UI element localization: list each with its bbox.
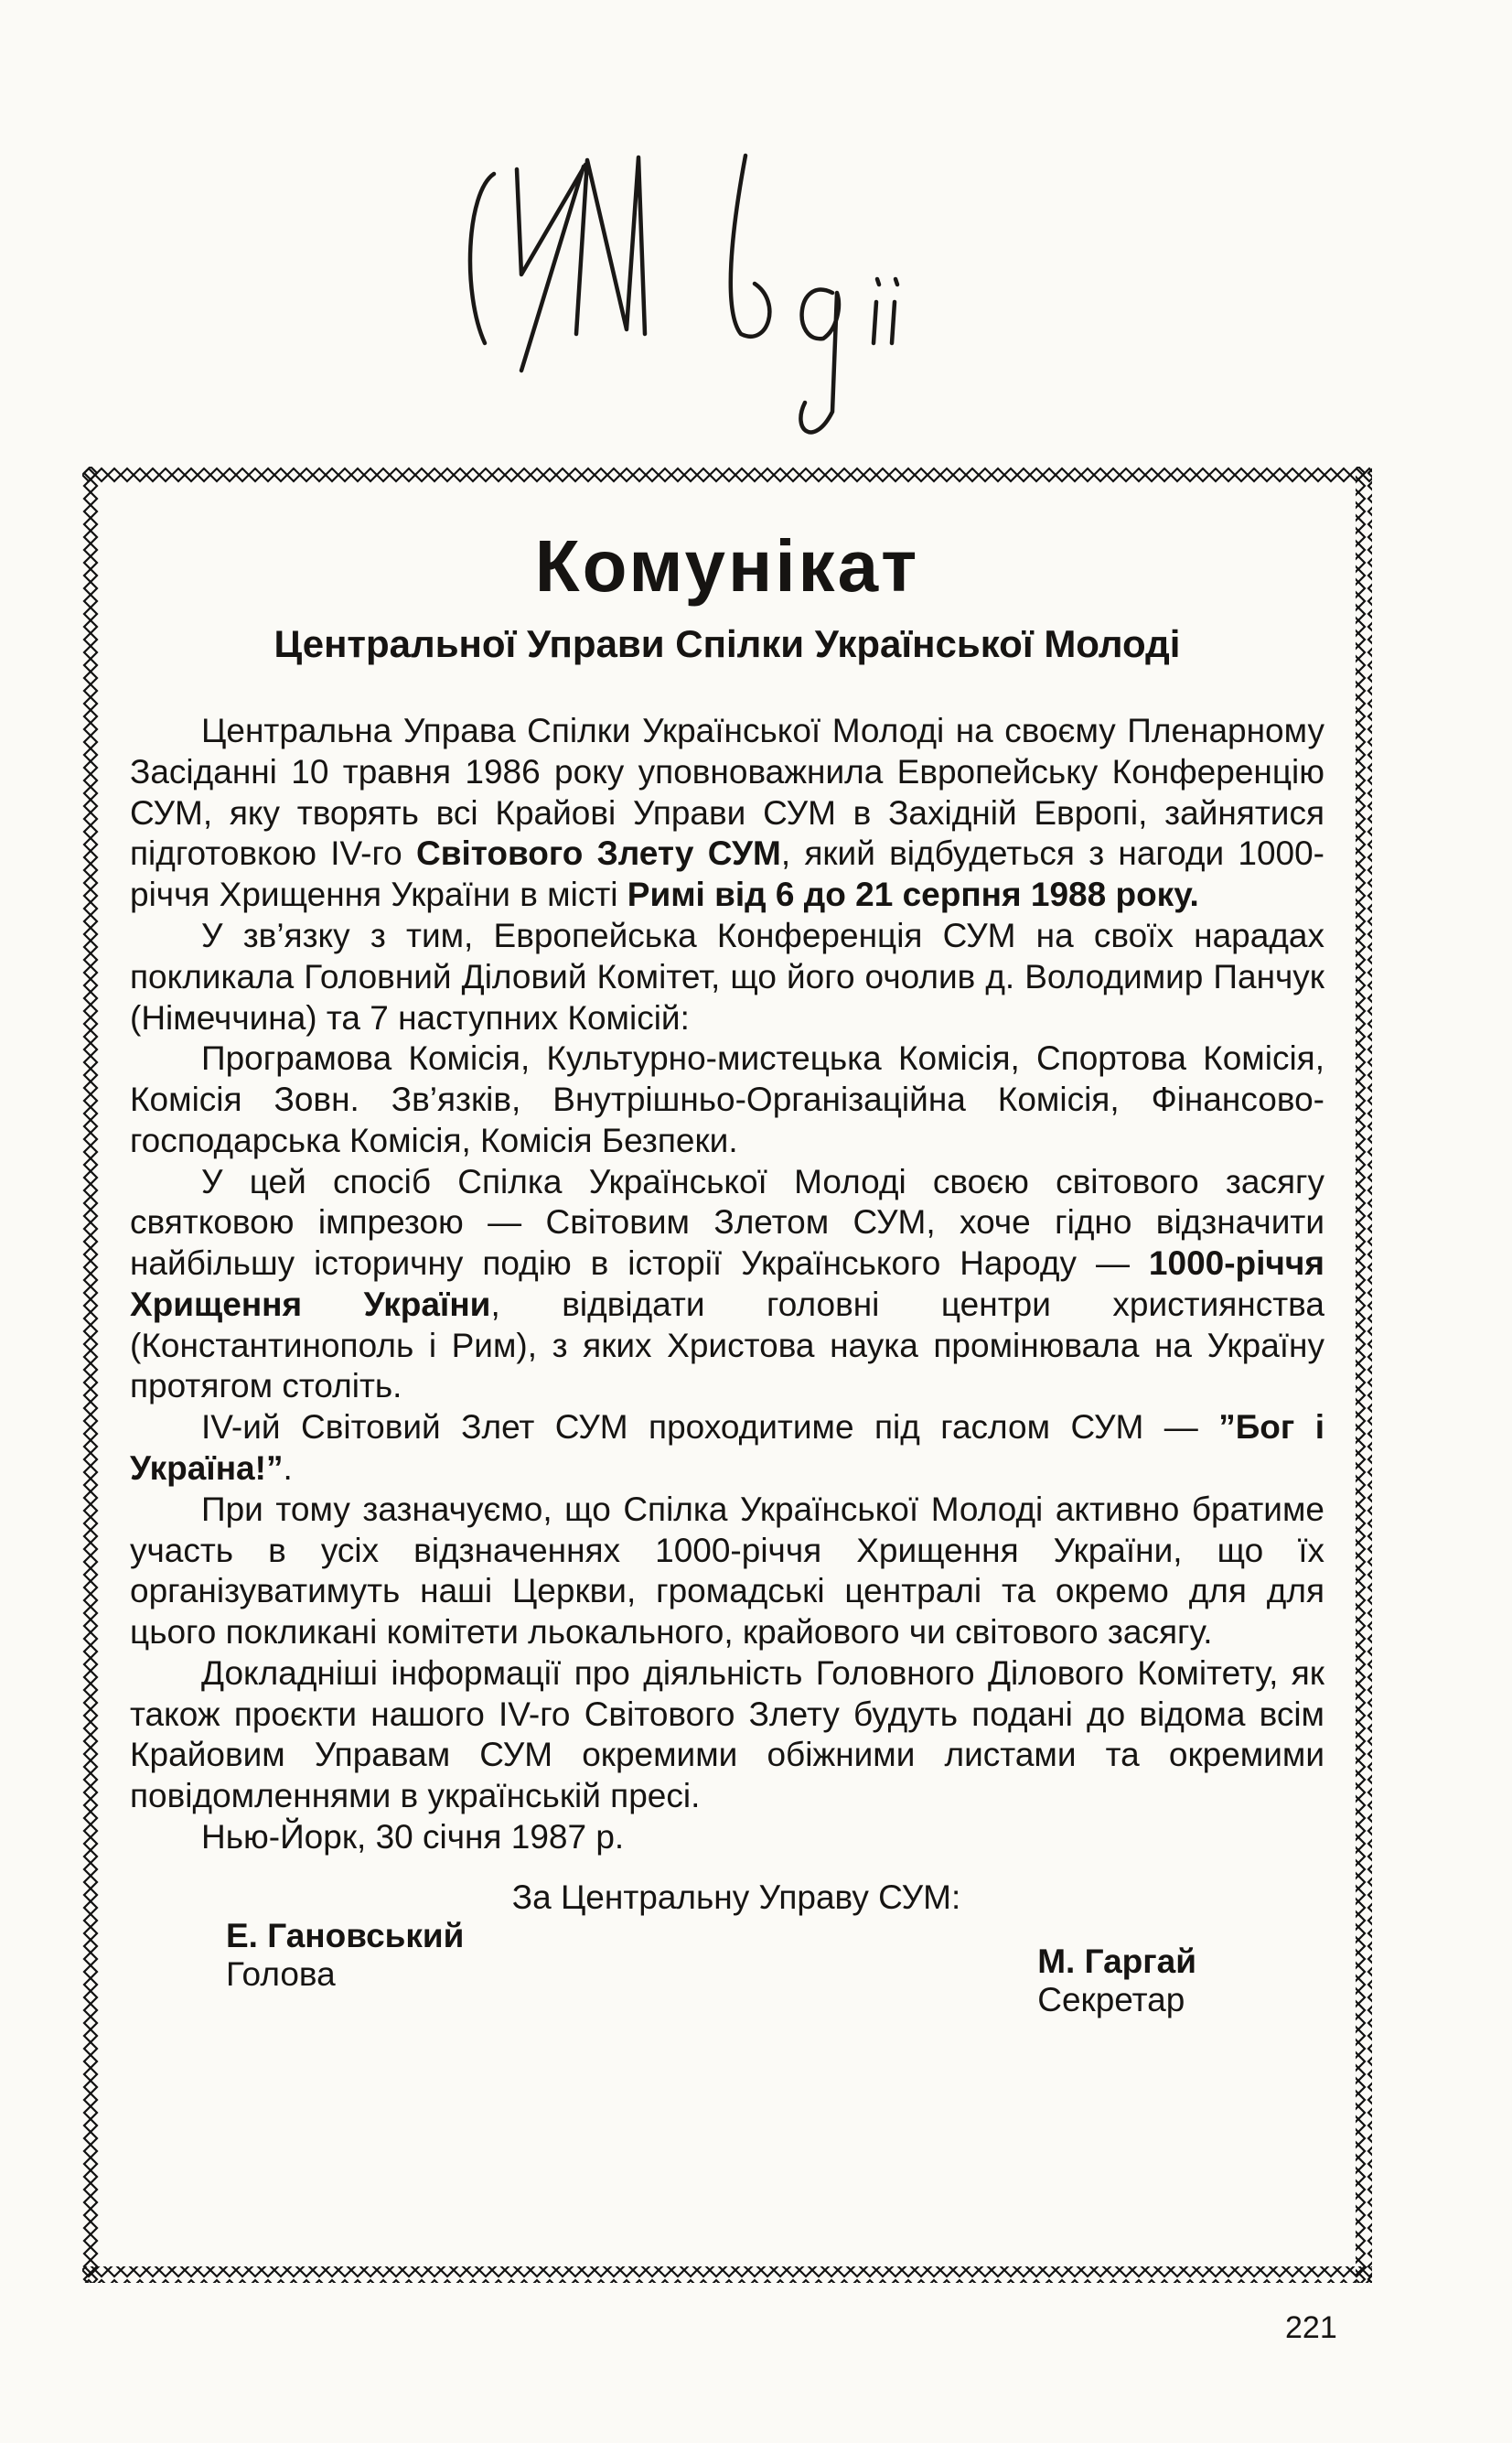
text-run: Центральна Управа Спілки Української Молоді на своєму Пленарному Засіданні 10 травня 1986 року уповноважнила Европейську Конференцію СУМ, яку творять всі Крайові Управи СУМ в Західній Европі, зайнятися підготовкою IV-го [130, 712, 1324, 873]
paragraph-purpose [130, 1162, 1324, 1408]
bold-motto: ”Бог і Україна!” [130, 1408, 1325, 1487]
paragraph-commissions: Програмова Комісія, Культурно-мистецька Комісія, Спортова Комісія, Комісія Зовн. Зв’язків, Внутрішньо-Організаційна Комісія, Фінансово-господарська Комісія, Комісія Безпеки. [130, 1039, 1324, 1159]
signer-left [226, 1917, 464, 1994]
signatures [130, 1917, 1324, 2063]
text-run: . [283, 1448, 293, 1487]
bold-millennium: 1000-річчя Хрищення України [130, 1244, 1324, 1323]
text-run: , відвідати головні центри християнства (Константинополь і Рим), з яких Христова наука промінювала на Україну протягом століть. [130, 1285, 1324, 1405]
communique-title: Комунікат [534, 525, 920, 607]
signer-left-name: Е. Гановський [226, 1916, 465, 1954]
text-run: У цей спосіб Спілка Української Молоді своєю світового засягу святковою імпрезою — Світовим Злетом СУМ, хоче гідно відзначити найбільшу історичну подію в історії Українського Народу — [130, 1162, 1324, 1283]
signatory-heading: За Центральну Управу СУМ: [511, 1878, 961, 1916]
communique-subtitle: Центральної Управи Спілки Української Молоді [273, 622, 1181, 665]
signer-right [1037, 1943, 1196, 2019]
handwritten-section-title [430, 137, 1070, 485]
paragraph-committee: У зв’язку з тим, Европейська Конференція СУМ на своїх нарадах покликала Головний Діловий Комітет, що його очолив д. Володимир Панчук (Німеччина) та 7 наступних Комісій: [130, 917, 1324, 1037]
handwritten-title-text: СУМ в дії [430, 137, 434, 138]
paragraph-participation: При тому зазначуємо, що Спілка Української Молоді активно братиме участь в усіх відзначеннях 1000-річчя Хрищення України, що їх організуватимуть наші Церкви, громадські централі та окремо для для цього покликані комітети льокального, крайового чи світового засягу. [130, 1490, 1324, 1652]
decorative-border-frame [82, 467, 1372, 2283]
signer-right-role: Секретар [1037, 1980, 1185, 2018]
signer-right-name: М. Гаргай [1037, 1942, 1196, 1980]
paragraph-preparation [130, 711, 1324, 916]
communique-body [130, 711, 1324, 1857]
bold-event-date: Римі від 6 до 21 серпня 1988 року. [627, 876, 1199, 914]
date-line: Нью-Йорк, 30 січня 1987 р. [201, 1817, 625, 1856]
paragraph-information: Докладніші інформації про діяльність Головного Ділового Комітету, як також проєкти нашого IV-го Світового Злету будуть подані до відома всім Крайовим Управам СУМ окремими обіжними листами та окремими повідомленнями в українській пресі. [130, 1653, 1324, 1815]
text-run: , який відбудеться з нагоди 1000-річчя Хрищення України в місті [130, 834, 1324, 914]
communique-content [130, 508, 1324, 2063]
text-run: IV-ий Світовий Злет СУМ проходитиме під гаслом СУМ — [201, 1408, 1219, 1447]
handwritten-title-drawing [430, 137, 1070, 485]
paragraph-motto [130, 1407, 1324, 1490]
page-number: 221 [1285, 2310, 1337, 2345]
bold-event-name: Світового Злету СУМ [415, 834, 781, 873]
signer-left-role: Голова [226, 1954, 336, 1993]
